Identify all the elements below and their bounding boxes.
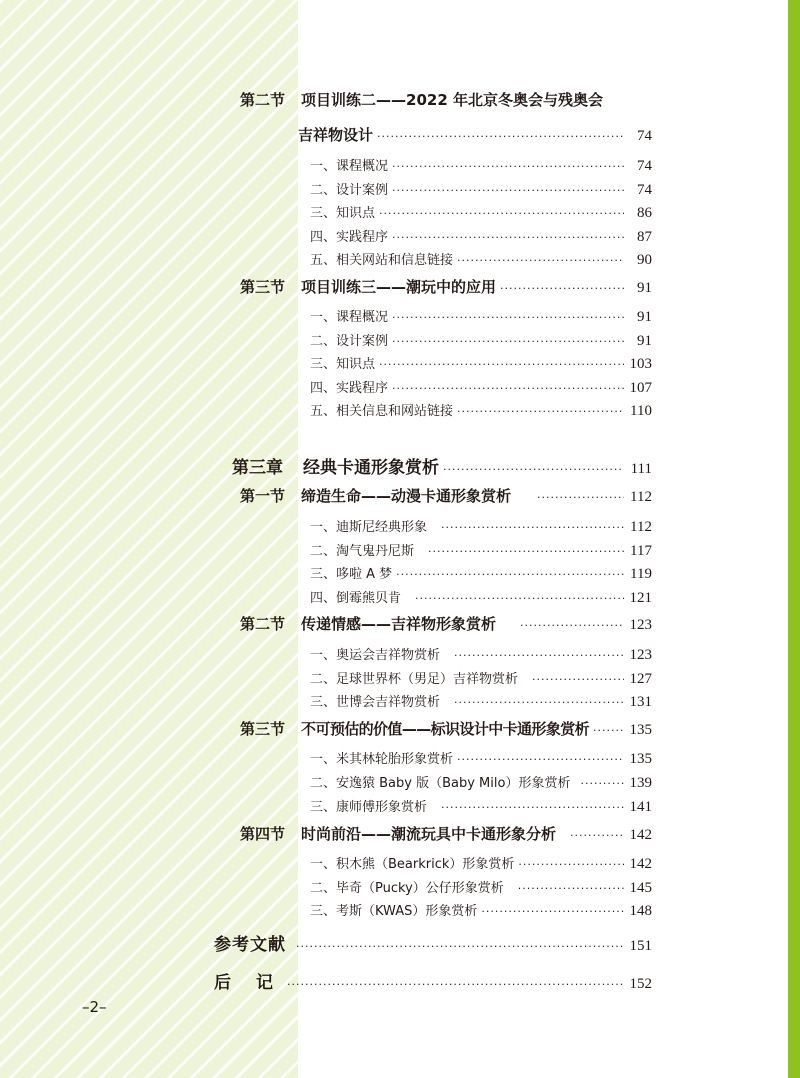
item-title: 二、毕奇（Pucky）公仔形象赏析 <box>310 881 504 896</box>
page-ref: 148 <box>629 903 652 919</box>
item-title: 三、考斯（KWAS）形象赏析 <box>310 904 478 919</box>
toc-reference-row[interactable] <box>214 930 652 955</box>
item-title: 三、知识点 <box>310 357 376 372</box>
leader-dots <box>392 335 624 348</box>
page-ref: 123 <box>629 647 652 663</box>
item-title: 一、奥运会吉祥物赏析 <box>310 648 441 663</box>
leader-dots <box>392 184 624 197</box>
section-title: 缔造生命——动漫卡通形象赏析 <box>301 487 512 505</box>
page-ref: 139 <box>629 775 652 791</box>
page-ref: 74 <box>637 158 652 174</box>
item-title: 一、课程概况 <box>310 310 389 325</box>
leader-dots <box>457 405 624 418</box>
item-title: 一、迪斯尼经典形象 <box>310 520 428 535</box>
leader-dots <box>580 777 624 790</box>
section-title: 传递情感——吉祥物形象赏析 <box>301 615 497 633</box>
leader-dots <box>396 568 624 581</box>
page-ref: 74 <box>637 128 652 144</box>
decorative-green-bar <box>788 0 800 1078</box>
toc-item-row[interactable] <box>310 668 652 688</box>
section-label: 第二节 <box>240 91 286 109</box>
leader-dots <box>500 282 624 295</box>
page-number: –2– <box>82 998 107 1016</box>
item-title: 四、倒霉熊贝肯 <box>310 591 402 606</box>
page-ref: 127 <box>629 671 652 687</box>
toc-section-row[interactable] <box>298 124 652 145</box>
toc-item-row[interactable] <box>310 853 652 873</box>
section-title: 吉祥物设计 <box>298 126 374 144</box>
leader-dots <box>441 521 624 534</box>
section-title: 不可预估的价值——标识设计中卡通形象赏析 <box>301 720 590 738</box>
chapter-title: 经典卡通形象赏析 <box>303 458 439 478</box>
toc-item-row[interactable] <box>310 900 652 920</box>
toc-item-row[interactable] <box>310 179 652 199</box>
page-ref: 121 <box>629 590 652 606</box>
page-ref: 87 <box>637 229 652 245</box>
item-title: 三、哆啦 A 梦 <box>310 567 393 582</box>
page-ref: 131 <box>629 694 652 710</box>
leader-dots <box>454 696 624 709</box>
leader-dots <box>457 753 624 766</box>
page-ref: 119 <box>630 566 652 582</box>
toc-item-row[interactable] <box>310 563 652 583</box>
item-title: 二、设计案例 <box>310 334 389 349</box>
leader-dots <box>570 829 624 842</box>
toc-item-row[interactable] <box>310 155 652 175</box>
item-title: 四、实践程序 <box>310 230 389 245</box>
page-ref: 142 <box>629 856 652 872</box>
page-ref: 74 <box>637 182 652 198</box>
item-title: 二、足球世界杯（男足）吉祥物赏析 <box>310 672 519 687</box>
page-ref: 142 <box>629 827 652 843</box>
section-label: 第三节 <box>240 720 286 738</box>
page-ref: 91 <box>637 333 652 349</box>
section-title: 项目训练二——2022 年北京冬奥会与残奥会 <box>301 91 603 109</box>
toc-item-row[interactable] <box>310 796 652 816</box>
toc-item-row[interactable] <box>310 748 652 768</box>
item-title: 一、米其林轮胎形象赏析 <box>310 752 454 767</box>
toc-item-row[interactable] <box>310 330 652 350</box>
item-title: 三、康师傅形象赏析 <box>310 800 428 815</box>
section-label: 第三节 <box>240 278 286 296</box>
section-label: 第二节 <box>240 615 286 633</box>
leader-dots <box>593 724 624 737</box>
page-ref: 103 <box>629 356 652 372</box>
item-title: 一、课程概况 <box>310 159 389 174</box>
toc-item-row[interactable] <box>310 772 652 792</box>
toc-item-row[interactable] <box>310 202 652 222</box>
leader-dots <box>392 382 624 395</box>
chapter-label: 第三章 <box>232 458 283 478</box>
section-label: 第一节 <box>240 487 286 505</box>
item-title: 二、安逸猿 Baby 版（Baby Milo）形象赏析 <box>310 776 571 791</box>
page-ref: 91 <box>637 280 652 296</box>
toc-item-row[interactable] <box>310 353 652 373</box>
leader-dots <box>457 254 624 267</box>
leader-dots <box>415 592 624 605</box>
page-ref: 112 <box>630 519 652 535</box>
toc-item-row[interactable] <box>310 587 652 607</box>
leader-dots <box>518 882 624 895</box>
toc-section-row[interactable] <box>240 89 620 110</box>
toc-item-row[interactable] <box>310 540 652 560</box>
section-title: 项目训练三——潮玩中的应用 <box>301 278 497 296</box>
page-ref: 111 <box>630 461 652 477</box>
page-ref: 90 <box>637 252 652 268</box>
toc-item-row[interactable] <box>310 377 652 397</box>
leader-dots <box>441 801 624 814</box>
page-ref: 152 <box>629 976 652 992</box>
item-title: 一、积木熊（Bearkrick）形象赏析 <box>310 857 515 872</box>
page-ref: 110 <box>630 403 652 419</box>
page-ref: 141 <box>629 799 652 815</box>
page-ref: 117 <box>630 543 652 559</box>
toc-item-row[interactable] <box>310 306 652 326</box>
item-title: 五、相关信息和网站链接 <box>310 404 454 419</box>
section-title: 时尚前沿——潮流玩具中卡通形象分析 <box>301 825 557 843</box>
leader-dots <box>481 905 624 918</box>
decorative-striped-band <box>0 0 298 1078</box>
toc-chapter-row[interactable] <box>232 453 652 478</box>
page-ref: 135 <box>629 722 652 738</box>
leader-dots <box>520 619 624 632</box>
section-label: 第四节 <box>240 825 286 843</box>
toc-item-row[interactable] <box>310 400 652 420</box>
page-ref: 91 <box>637 309 652 325</box>
toc-item-row[interactable] <box>310 691 652 711</box>
leader-dots <box>379 358 624 371</box>
page-ref: 86 <box>637 205 652 221</box>
toc-item-row[interactable] <box>310 516 652 536</box>
leader-dots <box>392 231 624 244</box>
item-title: 二、设计案例 <box>310 183 389 198</box>
page-ref: 135 <box>629 751 652 767</box>
toc-item-row[interactable] <box>310 226 652 246</box>
toc-section-row[interactable] <box>240 718 652 739</box>
leader-dots <box>377 130 624 143</box>
toc-section-row[interactable] <box>240 485 652 506</box>
toc-item-row[interactable] <box>310 877 652 897</box>
leader-dots <box>454 649 624 662</box>
leader-dots <box>296 940 624 953</box>
leader-dots <box>392 311 624 324</box>
toc-section-row[interactable] <box>240 276 652 297</box>
item-title: 三、知识点 <box>310 206 376 221</box>
leader-dots <box>379 207 624 220</box>
leader-dots <box>532 673 624 686</box>
page-ref: 151 <box>629 938 652 954</box>
item-title: 五、相关网站和信息链接 <box>310 253 454 268</box>
leader-dots <box>537 491 624 504</box>
leader-dots <box>443 463 624 476</box>
leader-dots <box>428 545 624 558</box>
toc-section-row[interactable] <box>240 823 652 844</box>
references-title: 参考文献 <box>214 935 286 955</box>
item-title: 三、世博会吉祥物赏析 <box>310 695 441 710</box>
page-ref: 145 <box>629 880 652 896</box>
leader-dots <box>392 160 624 173</box>
afterword-title: 后 记 <box>214 973 277 993</box>
toc-item-row[interactable] <box>310 644 652 664</box>
leader-dots <box>287 978 624 991</box>
item-title: 四、实践程序 <box>310 381 389 396</box>
leader-dots <box>518 858 624 871</box>
toc-section-row[interactable] <box>240 613 652 634</box>
page-ref: 112 <box>630 489 652 505</box>
toc-afterword-row[interactable] <box>214 968 652 993</box>
page-ref: 107 <box>629 380 652 396</box>
item-title: 二、淘气鬼丹尼斯 <box>310 544 415 559</box>
toc-item-row[interactable] <box>310 249 652 269</box>
page-ref: 123 <box>629 617 652 633</box>
